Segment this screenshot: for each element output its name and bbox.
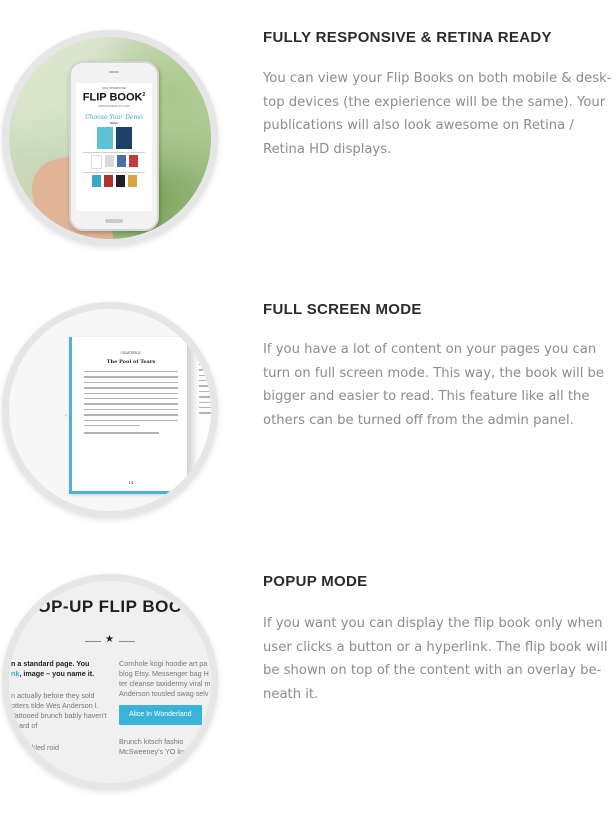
popup-left-column: n a standard page. You nk, image – you name it. n actually before they sold otters tilde Wes Anderson l. Tattooed brunch bably haven't heard of led pickled roid [11,659,107,752]
feature-image-frame [2,302,218,518]
feature-image-frame [2,574,218,790]
arrow-left-icon: ‹ [65,413,67,419]
phone-choose-demo: Choose Your Demo [85,113,143,121]
phone-menu: MENU [109,120,119,125]
full-screen-book-image [9,309,211,511]
feature-title: POPUP MODE [263,573,368,590]
chapter-title: The Pool of Tears [106,359,156,365]
popup-page-title: OP-UP FLIP BOO [37,597,183,616]
phone-logo: FLIP BOOK$^2$ [82,91,146,104]
feature-description: If you have a lot of content on your pages you can turn on full screen mode. This way, the book will be bigger and easier to read. This feature like all the others can be turned off from the admin panel. [263,342,605,428]
feature-image-frame [2,30,218,246]
feature-description: If you want you can display the flip book only when user clicks a button or a hyperlink. The flip book will be shown on top of the content with an overlay be-neath it. [263,616,608,702]
phone-header-small: MULTIPURPOSE [102,86,126,90]
phone [69,61,159,231]
phone-screen [76,83,152,211]
book-row [76,127,152,149]
popup-right-column: Cornhole kogi hoodie art pa blog Etsy. Messenger bag H ter cleanse taxidermy viral m Anderson tousled swag selv Alice In Wonderland Brunch kitsch fashio McSweeney's YO lomo Portl [119,659,211,756]
feature-description: You can view your Flip Books on both mobile & desk-top devices (the expierience will be the same). Your publications will also look awesome on Retina / Retina HD displays. [263,71,612,157]
page-text [84,371,178,438]
feature-title: FULLY RESPONSIVE & RETINA READY [263,29,552,46]
phone-subtitle: WORDPRESS PLUGIN [98,103,130,108]
book-page-left [69,337,190,494]
responsive-phone-image [9,37,211,239]
star-icon: ★ [105,634,114,645]
page-number: 14 [128,480,134,485]
popup-link[interactable]: nk [11,669,20,678]
chapter-label: CHAPTER II. [120,351,142,355]
book-row [76,155,152,169]
book-row [76,175,152,187]
popup-mode-image [9,581,211,783]
divider [85,634,135,647]
book-page-right [187,333,211,493]
alice-in-wonderland-button[interactable]: Alice In Wonderland [119,705,202,725]
feature-title: FULL SCREEN MODE [263,301,422,318]
